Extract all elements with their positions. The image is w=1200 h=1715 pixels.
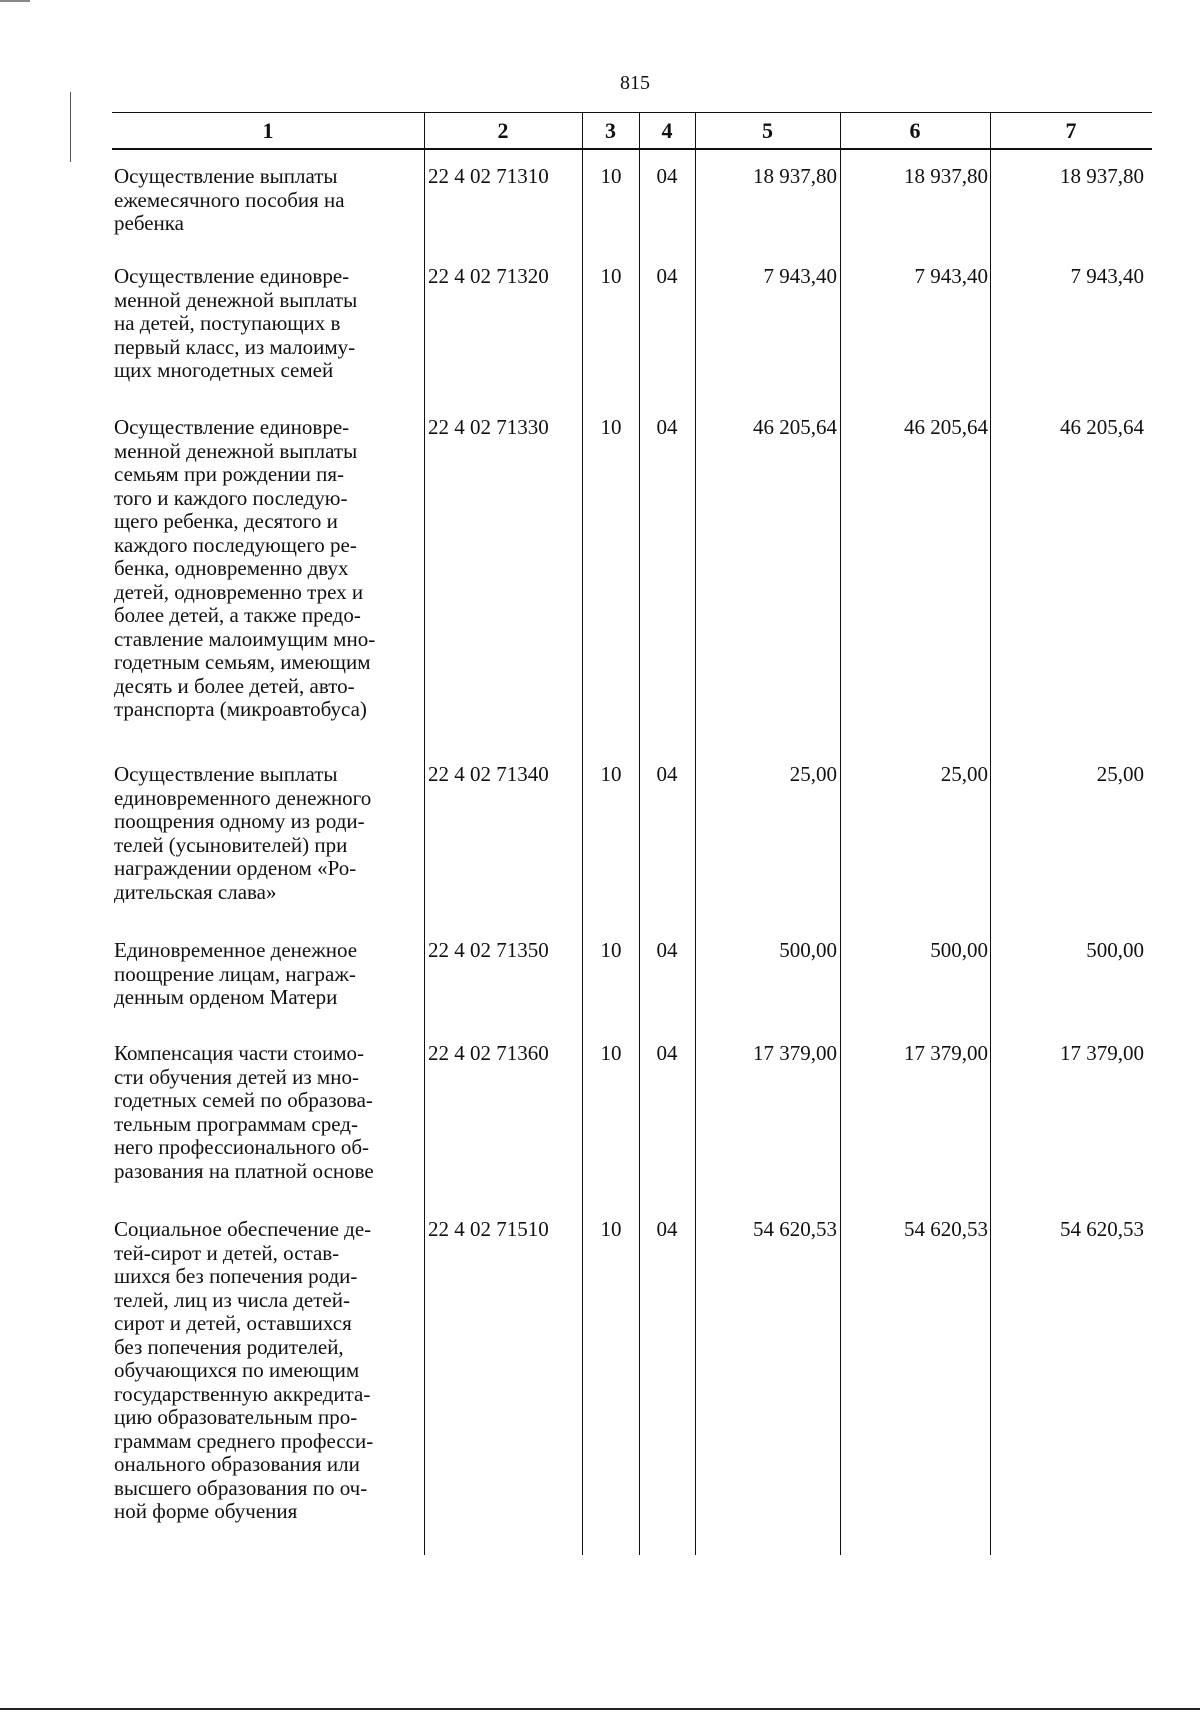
budget-table — [112, 112, 1152, 1555]
row-subsection: 04 — [656, 938, 678, 962]
row-value-6: 46 205,64 — [904, 415, 988, 439]
row-code: 22 4 02 71330 — [428, 415, 549, 439]
row-value-5: 25,00 — [789, 762, 837, 786]
column-divider — [424, 112, 425, 1555]
page-number: 815 — [620, 72, 650, 94]
row-section: 10 — [600, 415, 622, 439]
row-code: 22 4 02 71510 — [428, 1217, 549, 1241]
row-section: 10 — [600, 264, 622, 288]
row-value-7: 46 205,64 — [1060, 415, 1144, 439]
row-value-7: 500,00 — [1086, 938, 1144, 962]
page-bottom-edge — [0, 1708, 1200, 1710]
row-value-5: 54 620,53 — [753, 1217, 837, 1241]
row-section: 10 — [600, 1217, 622, 1241]
row-section: 10 — [600, 1041, 622, 1065]
row-subsection: 04 — [656, 762, 678, 786]
row-code: 22 4 02 71310 — [428, 164, 549, 188]
column-divider — [840, 112, 841, 1555]
row-value-5: 7 943,40 — [763, 264, 837, 288]
row-value-5: 18 937,80 — [753, 164, 837, 188]
row-code: 22 4 02 71340 — [428, 762, 549, 786]
row-value-6: 17 379,00 — [904, 1041, 988, 1065]
margin-mark — [70, 92, 71, 162]
table-top-border — [112, 112, 1152, 113]
row-name: Социальное обеспечение де- тей-сирот и детей, остав- шихся без попечения роди- телей, лиц из числа детей- сирот и детей, оставшихся без попечения родителей, обучающихся по имеющим государственную аккредита- цию образовательным про- граммам среднего професси- онального образования или высшего образования по оч- ной форме обучения — [114, 1217, 374, 1523]
header-col-6: 6 — [909, 118, 921, 143]
row-subsection: 04 — [656, 415, 678, 439]
row-section: 10 — [600, 164, 622, 188]
row-name: Единовременное денежное поощрение лицам, награж- денным орденом Матери — [114, 938, 358, 1009]
row-value-7: 25,00 — [1096, 762, 1144, 786]
page-edge-mark — [0, 0, 30, 2]
column-divider — [990, 112, 991, 1555]
row-value-5: 46 205,64 — [753, 415, 837, 439]
row-name: Компенсация части стоимо- сти обучения детей из мно- годетных семей по образова- тельным программам сред- него профессионального об- разования на платной основе — [114, 1041, 374, 1183]
row-section: 10 — [600, 938, 622, 962]
row-code: 22 4 02 71350 — [428, 938, 549, 962]
row-subsection: 04 — [656, 264, 678, 288]
header-col-3: 3 — [605, 118, 616, 143]
row-name: Осуществление единовре- менной денежной выплаты семьям при рождении пя- того и каждого последую- щего ребенка, десятого и каждого последующего ре- бенка, одновременно двух детей, одновременно трех и более детей, а также предо- ставление малоимущим мно- годетным семьям, имеющим десять и более детей, авто- транспорта (микроавтобуса) — [114, 415, 376, 721]
row-subsection: 04 — [656, 1217, 678, 1241]
row-value-6: 500,00 — [930, 938, 988, 962]
row-value-6: 7 943,40 — [914, 264, 988, 288]
column-divider — [695, 112, 696, 1555]
row-name: Осуществление выплаты ежемесячного пособия на ребенка — [114, 164, 345, 235]
row-name: Осуществление выплаты единовременного денежного поощрения одному из роди- телей (усыновителей) при награждении орденом «Ро- дительская слава» — [114, 762, 372, 904]
row-subsection: 04 — [656, 164, 678, 188]
row-value-7: 7 943,40 — [1070, 264, 1144, 288]
row-value-7: 54 620,53 — [1060, 1217, 1144, 1241]
row-subsection: 04 — [656, 1041, 678, 1065]
column-divider — [582, 112, 583, 1555]
column-divider — [639, 112, 640, 1555]
row-value-7: 18 937,80 — [1060, 164, 1144, 188]
header-col-5: 5 — [762, 118, 773, 143]
row-value-6: 54 620,53 — [904, 1217, 988, 1241]
row-code: 22 4 02 71360 — [428, 1041, 549, 1065]
row-value-7: 17 379,00 — [1060, 1041, 1144, 1065]
row-value-5: 500,00 — [779, 938, 837, 962]
header-col-2: 2 — [497, 118, 509, 143]
row-value-6: 18 937,80 — [904, 164, 988, 188]
row-value-6: 25,00 — [940, 762, 988, 786]
header-col-7: 7 — [1065, 118, 1077, 143]
row-code: 22 4 02 71320 — [428, 264, 549, 288]
row-name: Осуществление единовре- менной денежной выплаты на детей, поступающих в первый класс, из малоиму- щих многодетных семей — [114, 264, 358, 382]
table-header-border — [112, 148, 1152, 150]
header-col-1: 1 — [262, 118, 274, 143]
header-col-4: 4 — [661, 118, 673, 143]
row-section: 10 — [600, 762, 622, 786]
row-value-5: 17 379,00 — [753, 1041, 837, 1065]
